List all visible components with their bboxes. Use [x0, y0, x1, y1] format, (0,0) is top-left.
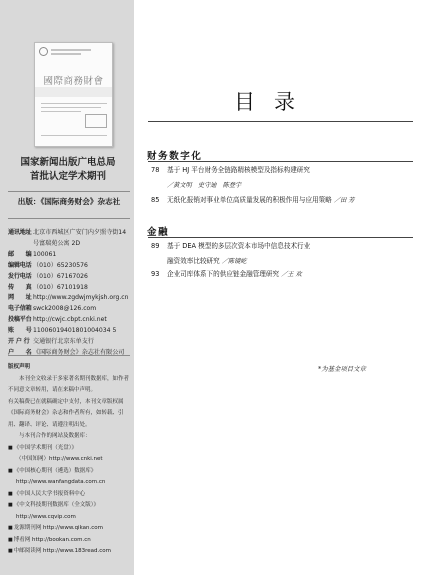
partner-database-item: ■ 《中国核心期刊（遴选）数据库》 — [8, 466, 132, 478]
toc-page-number: 85 — [151, 196, 160, 204]
copyright-heading: 版权声明 — [8, 364, 31, 370]
contact-info-label: 发行电话 — [8, 272, 32, 280]
contact-info-value: 交通银行北京东单支行 — [33, 338, 94, 346]
toc-entry[interactable] — [151, 163, 416, 193]
contact-info-label: 户 名 — [8, 348, 32, 356]
fund-footnote: *为基金项目文章 — [318, 365, 366, 373]
divider — [8, 355, 130, 356]
contact-info-row — [8, 304, 132, 315]
partner-database-item: ■ 《中文科技期刊数据库（全文版）》 — [8, 500, 132, 512]
contact-info-label: 邮 编 — [8, 250, 32, 258]
credential-text — [6, 156, 130, 184]
toc-authors: ／田 芳 — [333, 197, 355, 204]
toc-article-title: 无纸化报销对事业单位高质量发展的积极作用与应用策略 — [167, 196, 332, 204]
contact-info-row — [8, 337, 132, 348]
credential-line-2: 首批认定学术期刊 — [29, 171, 106, 182]
cover-barcode-box — [85, 114, 107, 128]
contact-info-row — [8, 272, 132, 283]
left-sidebar-panel — [0, 0, 134, 575]
toc-article-title-cont: 融资效率比较研究 — [167, 257, 220, 265]
section-divider — [148, 161, 413, 162]
copyright-notice — [8, 362, 132, 558]
contact-info-label: 传 真 — [8, 283, 32, 291]
contact-info-row — [8, 228, 132, 250]
toc-authors: ／王 欢 — [281, 271, 302, 278]
toc-entry[interactable] — [151, 193, 416, 208]
contact-info-label: 开 户 行 — [8, 338, 30, 346]
cover-badge-icon — [39, 47, 48, 56]
partner-database-list — [8, 443, 132, 558]
divider — [8, 191, 130, 192]
contact-info-value: 《国际商务财会》杂志社有限公司 — [33, 348, 125, 356]
contact-info-label: 编辑电话 — [8, 261, 32, 269]
contact-info-row — [8, 293, 132, 304]
contact-info-row — [8, 348, 132, 359]
copyright-para-3: 与本刊合作的网站及数据库： — [19, 433, 91, 439]
contact-info-row — [8, 326, 132, 337]
publisher-line: 出版：《国际商务财会》杂志社 — [17, 197, 121, 206]
journal-cover-thumbnail — [34, 42, 113, 147]
contact-info-value: http://cwjc.cbpt.cnki.net — [33, 316, 107, 324]
contact-info-value: http://www.zgdwjmykjsh.org.cn — [33, 294, 129, 302]
partner-database-item: http://www.cqvip.com — [16, 513, 76, 520]
contact-info-label: 投稿平台 — [8, 316, 32, 324]
partner-database-item: ■ 中邮阅读网 http://www.183read.com — [8, 546, 132, 558]
toc-authors: ／陈镜屹 — [221, 258, 247, 265]
contact-info-value: （010）67101918 — [33, 283, 88, 291]
contact-info-label: 账 号 — [8, 327, 32, 335]
copyright-para-2: 有关稿费已在就稿确定中支付，本刊文章版权属《国际商务财会》杂志和作者所有，如转载、引用、翻译、评论、请遵注明出处。 — [8, 398, 124, 428]
partner-database-item: ■ 龙源期刊网 http://www.qikan.com — [8, 523, 132, 535]
cover-title: 國際商務財會 — [43, 76, 104, 87]
contact-info-label: 电子信箱 — [8, 305, 32, 313]
contact-info-value: （010）67167026 — [33, 272, 88, 280]
toc-page-number: 78 — [151, 166, 160, 174]
credential-line-1: 国家新闻出版广电总局 — [20, 157, 116, 168]
contact-info-value: 11006019401801004034 5 — [33, 327, 117, 335]
toc-page-number: 93 — [151, 270, 160, 278]
copyright-para-1: 本刊全文收录于多家著名期刊数据库，如作者不同意文章转用，请在来稿中声明。 — [8, 375, 130, 393]
partner-database-item: ■ 《中国学术期刊（光盘）》 — [8, 443, 132, 455]
section-divider — [148, 237, 413, 238]
toc-article-title: 基于 DEA 模型的多层次资本市场中信息技术行业 — [167, 242, 311, 250]
contact-info-label: 网 址 — [8, 294, 32, 302]
toc-authors: ／黄文明 史守迪 陈登宇 — [167, 182, 242, 189]
contact-info-row — [8, 261, 132, 272]
section-heading-finance: 金融 — [147, 227, 170, 238]
toc-article-title: 企业司库体系下的供应链金融管理研究 — [167, 270, 280, 278]
contact-info-label: 通讯地址 — [8, 229, 32, 236]
contact-info-value: 北京市西城区广安门内夕照寺街14号富瑞苑公寓 2D — [33, 229, 127, 247]
page-title: 目录 — [234, 90, 314, 114]
toc-entry[interactable] — [151, 267, 416, 282]
toc-entry[interactable] — [151, 239, 416, 269]
toc-page-number: 89 — [151, 242, 160, 250]
section-heading-finance-digitalization: 财务数字化 — [147, 151, 203, 162]
partner-database-item: ■ 博看网 http://bookan.com.cn — [8, 535, 132, 547]
toc-article-title: 基于 HJ 平台财务全链路精核模型及指标构建研究 — [167, 166, 310, 174]
contact-info-value: swck2008@126.com — [33, 305, 97, 313]
contact-info-list — [8, 228, 132, 359]
contact-info-value: 100061 — [33, 250, 57, 258]
partner-database-item: （中国知网）http://www.cnki.net — [16, 456, 103, 462]
contact-info-row — [8, 250, 132, 261]
divider — [8, 218, 130, 219]
partner-database-item: http://www.wanfangdata.com.cn — [16, 479, 106, 485]
contact-info-row — [8, 283, 132, 294]
contact-info-value: （010）65230576 — [33, 261, 88, 269]
partner-database-item: ■ 《中国人民大学书报资料中心 — [8, 489, 132, 501]
contact-info-row — [8, 315, 132, 326]
title-divider — [148, 121, 413, 122]
